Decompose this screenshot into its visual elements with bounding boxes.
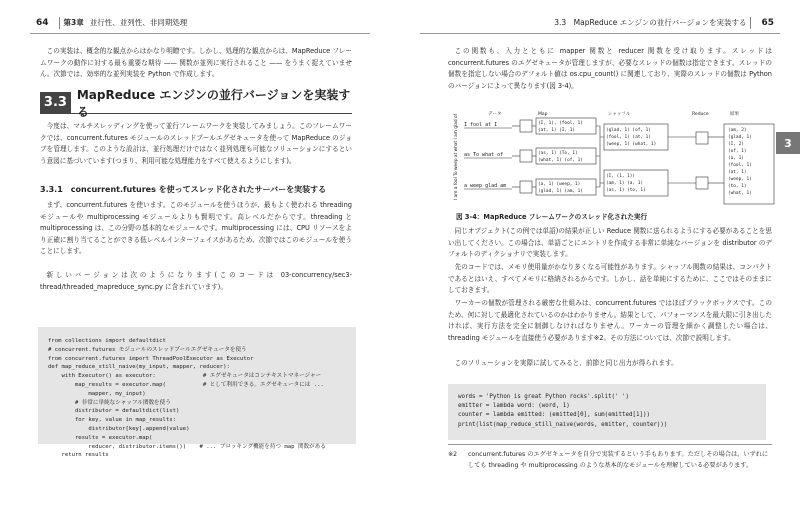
map-output: (a, 1) (weep, 1) (538, 182, 581, 187)
result-item: (at, 1) (728, 170, 747, 175)
code-line: emitter = lambda word: (word, 1) (458, 403, 570, 410)
shuffle-output: (fool, 1) (at, 1) (606, 135, 651, 140)
code-line: mapper, my_input) (48, 390, 146, 397)
column-label-shuffle: シャッフル (608, 112, 631, 117)
page-number: 64 (36, 17, 49, 28)
paragraph-2: 先のコードでは、メモリ使用量がかなり多くなる可能性があります。シャッフル関数の結果は、コンパクトであるとはいえ、すべてメモリに格納されるからです。しかし、話を単純にするために、ここではそのままにしておきます。 (448, 263, 772, 295)
result-item: (weep, 1) (728, 177, 752, 182)
code-line: def map_reduce_still_naive(my_input, mapper, reducer): (48, 364, 230, 371)
code-line: # concurrent.futures モジュールのスレッドプールエグゼキュータを使う (48, 346, 247, 353)
code-line: reducer, distributor.items()) # ... ブロッキング機能を持つ map 関数がある (48, 443, 326, 450)
code-example (448, 384, 766, 440)
column-label-result: 結果 (730, 112, 739, 117)
code-line: print(list(map_reduce_still_naive(words, emitter, counter))) (458, 421, 668, 428)
section-body: 今度は、マルチスレッディングを使って並行フレームワークを実装してみましょう。このフレームワークでは、concurrent.futures モジュールのスレッドプールエグゼキュータを使って MapReduce のジョブを管理します。このような設計は、並行処理だけではなく並列処理も可能なソリューションにするという意図に基づいています(つまり、利用可能な処理能力をすべて使えるようにします)。 (40, 122, 352, 165)
paragraph-4: このソリューションを実際に試してみると、前節と同じ出力が得られます。 (454, 359, 678, 367)
map-output: (what, 1) (of, 1) (538, 158, 583, 163)
header-divider (59, 17, 60, 29)
page-number: 65 (761, 17, 774, 28)
section-title: MapReduce エンジンの並行バージョンを実装する (76, 87, 351, 119)
code-line: map_results = executor.map( # として利用できる。エグゼキュータには ... (48, 381, 324, 388)
mapreduce-diagram (448, 110, 780, 210)
input-chunk: as To what of (464, 152, 504, 158)
footnote (448, 450, 772, 471)
result-item: (a, 1) (728, 156, 744, 161)
result-item: (what, 1) (728, 191, 752, 196)
result-item: (glad, 1) (728, 135, 752, 140)
shuffle-output: (I, (1, 1)) (606, 174, 636, 179)
shuffle-output: (am, 1) (a, 1) (606, 181, 644, 186)
code-line: from collections import defaultdict (48, 338, 166, 344)
code-line: # 非常に単純なシャッフル関数を使う (48, 399, 171, 406)
column-label-map: Map (538, 112, 548, 117)
footnote-divider (448, 444, 772, 445)
code-line: words = 'Python is great Python rocks'.split(' ') (458, 394, 630, 400)
code-listing (38, 327, 356, 459)
top-paragraph: この関数も、入力とともに mapper 関数と reducer 関数を受け取ります。スレッドは concurrent.futures のエグゼキュータが管理しますが、必要なスレッドの個数は指定できます。スレッドの個数を指定しない場合のデフォルト値は os.cpu_count() に関連しており、実際のスレッドの個数は Python のバージョンによって異なります(図 3-4)。 (448, 47, 772, 90)
paragraph-1: 同じオブジェクト(この例では単語)の結果が正しい Reduce 関数に送られるようにする必要があることを思い出してください。この場合は、単語ごとにエントリを作成する非常に単純なバージョンを distributor のデフォルトのディクショナリで実装します。 (448, 227, 772, 259)
result-item: (fool, 1) (728, 163, 752, 168)
code-line: counter = lambda emitted: (emitted[0], sum(emitted[1])) (458, 412, 650, 419)
shuffle-output: (weep, 1) (what, 1) (606, 142, 657, 147)
figure-caption: 図 3-4：MapReduce フレームワークのスレッド化された実行 (456, 213, 648, 221)
shuffle-output: (as, 1) (to, 1) (606, 188, 646, 193)
chapter-label: 第3章 (63, 18, 84, 27)
left-page-header (30, 12, 370, 34)
version-intro: 新しいバージョンは次のようになります(このコードは 03-concurrency/sec3-thread/threaded_mapreduce_sync.py に含まれています)。 (40, 271, 352, 291)
code-line: distributor = defaultdict(list) (48, 408, 180, 415)
result-item: (am, 2) (728, 128, 747, 133)
header-divider (750, 17, 751, 29)
code-line: with Executor() as executor: # エグゼキュータはコンテキストマネージャー (48, 373, 322, 380)
column-label-data: データ (488, 112, 502, 117)
subsection-body: まず、concurrent.futures を使います。このモジュールを使うほうが、最もよく使われる threading モジュールや multiprocessing モジュールよりも賢明です。高レベルだからです。threading と multiprocessing は、この分野の基本的なモジュールです。multiprocessing には、CPU リソースをより正確に割り当てることができる低レベルインターフェイスがあるため、次節ではこのモジュールを使うことにします。 (40, 201, 352, 256)
map-output: (I, 1), (fool, 1) (538, 121, 583, 126)
subsection-title: 3.3.1 concurrent.futures を使ってスレッド化されたサーバーを実装する (40, 185, 327, 194)
header-section-title: 3.3 MapReduce エンジンの並行バージョンを実装する (554, 18, 747, 27)
map-output: (at, 1) (I, 1) (538, 128, 576, 133)
input-sentence-label: I am a fool To weep at what I am glad of (454, 113, 459, 200)
result-item: (to, 1) (728, 184, 747, 189)
map-output: (glad, 1) (am, 1) (538, 189, 583, 194)
code-line: distributor[key].append(value) (48, 425, 190, 432)
column-label-reduce: Reduce (692, 112, 709, 117)
paragraph-3: ワーカーの個数が管理される厳密な仕組みは、concurrent.futures ではほぼブラックボックスです。このため、何に対して最適化されているのかはわかりません。結果として、パフォーマンスを最大限に引き出したければ、実行方法を完全に制御しなければなりません。ワーカーの管理を細かく調整したい場合は、threading モジュールを直接使う必要があります※2。その方法については、次節で説明します。 (448, 299, 772, 342)
section-number: 3.3 (40, 92, 71, 113)
code-line: return results (48, 452, 109, 459)
chapter-tab: 3 (776, 132, 800, 154)
code-line: for key, value in map_results: (48, 417, 176, 424)
footnote-text: concurrent.futures のエグゼキュータを自分で実装するという手もあります。ただしその場合は、いずれにしても threading や multiprocessing のような基本的なモジュールを理解している必要があります。 (468, 451, 769, 469)
footnote-marker: ※2 (448, 451, 458, 458)
right-page-header (420, 12, 780, 34)
code-line: results = executor.map( (48, 434, 153, 441)
result-item: (of, 1) (728, 149, 747, 154)
section-heading (40, 87, 352, 119)
code-line: from concurrent.futures import ThreadPoolExecutor as Executor (48, 355, 254, 362)
shuffle-output: (glad, 1) (of, 1) (606, 128, 651, 133)
intro-paragraph: この実装は、概念的な観点からはかなり明瞭です。しかし、処理的な観点からは、MapReduce フレームワークの動作に対する最も重要な期待 —— 関数が並列に実行されること —— をうまく捉えていません。次節では、効率的な並列実装を Python で作成します。 (40, 47, 352, 79)
chapter-title: 並行性、並列性、非同期処理 (89, 18, 188, 27)
map-output: (as, 1) (To, 1) (538, 151, 578, 156)
input-chunk: a weep glad am (464, 183, 507, 189)
result-item: (I, 2) (728, 142, 744, 147)
input-chunk: I fool at I (464, 122, 498, 128)
